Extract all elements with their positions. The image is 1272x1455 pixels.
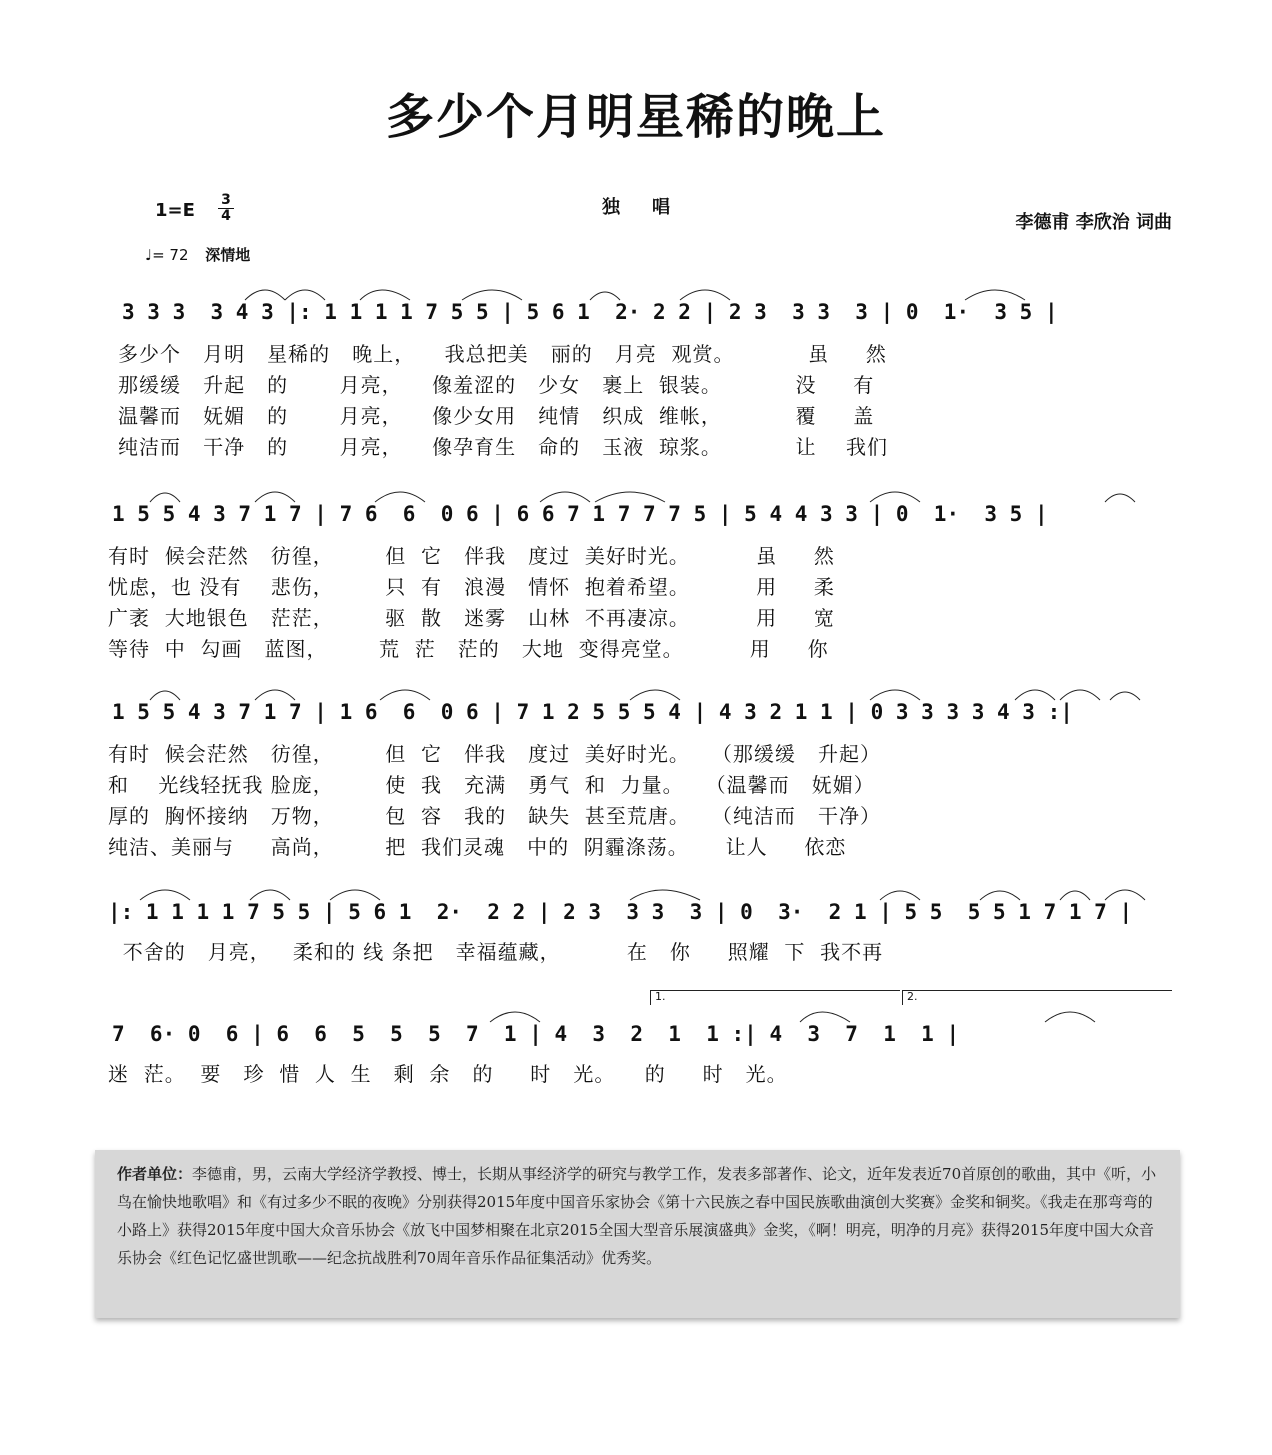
performance-type: 独唱 [602,197,702,218]
lyric-line: 纯洁、美丽与 高尚， 把 我们灵魂 中的 阴霾涤荡。 让人 依恋 [108,835,847,859]
volta-2: 2. [902,990,1172,1005]
lyric-line: 迷 茫。 要 珍 惜 人 生 剩 余 的 时 光。 的 时 光。 [108,1062,788,1086]
lyric-line: 多少个 月明 星稀的 晚上， 我总把美 丽的 月亮 观赏。 虽 然 [118,342,887,366]
expression-marking: 深情地 [205,246,251,264]
author-info-box [95,1150,1180,1318]
song-title: 多少个月明星稀的晚上 [385,89,886,145]
lyric-line: 和 光线轻抚我 脸庞， 使 我 充满 勇气 和 力量。 （温馨而 妩媚） [108,773,875,797]
notation-line: 3 3 3 3 4 3 |: 1 1 1 1 7 5 5 | 5 6 1 2· 2 2 | 2 3 3 3 3 | 0 1· 3 5 | [122,300,1058,324]
tempo-value: ♩= 72 [145,246,189,264]
author-info-label: 作者单位： [117,1165,193,1183]
lyric-line: 纯洁而 干净 的 月亮， 像孕育生 命的 玉液 琼浆。 让 我们 [118,435,888,459]
volta-1: 1. [650,990,900,1005]
notation-line: 1 5 5 4 3 7 1 7 | 1 6 6 0 6 | 7 1 2 5 5 5 4 | 4 3 2 1 1 | 0 3 3 3 3 4 3 :| [112,700,1073,724]
lyric-line: 不舍的 月亮， 柔和的 线 条把 幸福蕴藏， 在 你 照耀 下 我不再 [108,940,884,964]
authors: 李德甫 李欣治 词曲 [1015,212,1172,233]
lyric-line: 厚的 胸怀接纳 万物， 包 容 我的 缺失 甚至荒唐。 （纯洁而 干净） [108,804,882,828]
lyric-line: 有时 候会茫然 彷徨， 但 它 伴我 度过 美好时光。 虽 然 [108,544,835,568]
lyric-line: 有时 候会茫然 彷徨， 但 它 伴我 度过 美好时光。 （那缓缓 升起） [108,742,882,766]
lyric-line: 温馨而 妩媚 的 月亮， 像少女用 纯情 织成 维帐， 覆 盖 [118,404,875,428]
key-signature: 1=E [155,200,195,221]
meter-top: 3 [218,193,234,209]
notation-line: 1 5 5 4 3 7 1 7 | 7 6 6 0 6 | 6 6 7 1 7 7 7 5 | 5 4 4 3 3 | 0 1· 3 5 | [112,502,1048,526]
lyric-line: 等待 中 勾画 蓝图， 荒 茫 茫的 大地 变得亮堂。 用 你 [108,637,829,661]
meter-bottom: 4 [221,208,231,224]
notation-line: 7 6· 0 6 | 6 6 5 5 5 7 1 | 4 3 2 1 1 :| 4 3 7 1 1 | [112,1022,960,1046]
lyric-line: 那缓缓 升起 的 月亮， 像羞涩的 少女 裹上 银装。 没 有 [118,373,875,397]
notation-line: |: 1 1 1 1 7 5 5 | 5 6 1 2· 2 2 | 2 3 3 3 3 | 0 3· 2 1 | 5 5 5 5 1 7 1 7 | [108,900,1133,924]
author-info-text [117,1160,1160,1272]
author-info-body: 李德甫，男，云南大学经济学教授、博士，长期从事经济学的研究与教学工作，发表多部著作、论文，近年发表近70首原创的歌曲，其中《听，小鸟在愉快地歌唱》和《有过多少不眠的夜晚》分别获得2015年度中国音乐家协会《第十六民族之春中国民族歌曲演创大奖赛》金奖和铜奖。《我走在那弯弯的小路上》获得2015年度中国大众音乐协会《放飞中国梦相聚在北京2015全国大型音乐展演盛典》金奖，《啊！明亮，明净的月亮》获得2015年度中国大众音乐协会《红色记忆盛世凯歌——纪念抗战胜利70周年音乐作品征集活动》优秀奖。 [117,1165,1157,1267]
lyric-line: 忧虑，也 没有 悲伤， 只 有 浪漫 情怀 抱着希望。 用 柔 [108,575,835,599]
tempo-marking [145,244,250,265]
lyric-line: 广袤 大地银色 茫茫， 驱 散 迷雾 山林 不再凄凉。 用 宽 [108,606,835,630]
